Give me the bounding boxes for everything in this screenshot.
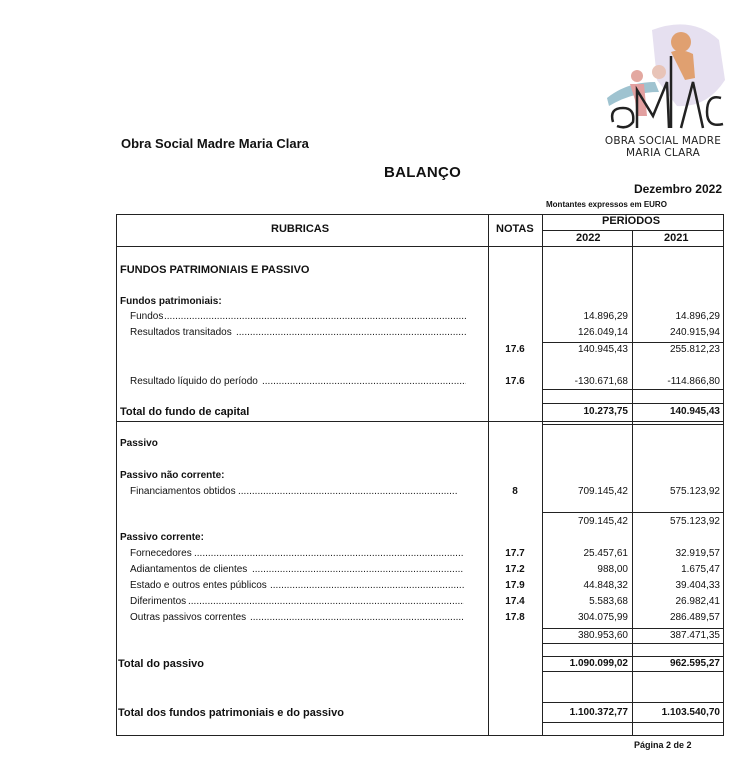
pc-heading: Passivo corrente:: [120, 532, 204, 543]
divider: [542, 214, 543, 736]
value-2021: 1.675,47: [681, 564, 720, 575]
note: 17.6: [505, 376, 525, 387]
divider: [488, 214, 489, 736]
value-2021: -114.866,80: [667, 376, 720, 387]
dot-leader: [270, 580, 464, 591]
divider: [542, 389, 724, 390]
page-number: Página 2 de 2: [634, 740, 692, 750]
dot-leader: [238, 486, 458, 497]
note: 17.2: [505, 564, 525, 575]
row-label: Resultados transitados: [130, 327, 232, 338]
section-title: FUNDOS PATRIMONIAIS E PASSIVO: [120, 264, 310, 276]
divider: [542, 628, 724, 629]
divider: [542, 403, 724, 404]
divider: [116, 421, 724, 422]
divider: [542, 702, 724, 703]
value-2022: 380.953,60: [577, 630, 628, 641]
value-2022: -130.671,68: [574, 376, 628, 387]
divider: [542, 671, 724, 672]
value-2021: 1.103.540,70: [661, 707, 720, 718]
fp-heading: Fundos patrimoniais:: [120, 296, 222, 307]
header-rubricas: RUBRICAS: [271, 223, 330, 235]
value-2021: 255.812,23: [669, 344, 720, 355]
row-label: Total do fundo de capital: [120, 406, 250, 418]
dot-leader: [236, 327, 466, 338]
row-label: Diferimentos: [130, 596, 187, 607]
divider: [542, 643, 724, 644]
note: 17.9: [505, 580, 525, 591]
logo-text: OBRA SOCIAL MADRE MARIA CLARA: [604, 135, 722, 159]
header-year-2022: 2022: [576, 232, 601, 244]
value-2021: 575.123,92: [669, 486, 720, 497]
dot-leader: [262, 376, 466, 387]
divider: [542, 722, 724, 723]
row-label: Resultado líquido do período: [130, 376, 258, 387]
value-2022: 126.049,14: [577, 327, 628, 338]
value-2021: 140.945,43: [669, 406, 720, 417]
divider: [116, 246, 724, 247]
pnc-heading: Passivo não corrente:: [120, 470, 225, 481]
value-2022: 1.090.099,02: [569, 658, 628, 669]
currency-note: Montantes expressos em EURO: [546, 200, 667, 209]
dot-leader: [250, 612, 464, 623]
organization-logo: [597, 20, 729, 160]
page-title: BALANÇO: [384, 164, 462, 181]
value-2022: 14.896,29: [583, 311, 628, 322]
divider: [542, 512, 724, 513]
value-2022: 1.100.372,77: [569, 707, 628, 718]
dot-leader: [194, 548, 464, 559]
row-label: Fundos: [130, 311, 164, 322]
period-date: Dezembro 2022: [633, 182, 722, 196]
header-year-2021: 2021: [664, 232, 689, 244]
value-2022: 709.145,42: [577, 516, 628, 527]
note: 17.8: [505, 612, 525, 623]
value-2021: 240.915,94: [669, 327, 720, 338]
value-2021: 26.982,41: [675, 596, 720, 607]
note: 17.6: [505, 344, 525, 355]
value-2021: 32.919,57: [675, 548, 720, 559]
value-2022: 25.457,61: [583, 548, 628, 559]
dot-leader: [188, 596, 464, 607]
row-label: Fornecedores: [130, 548, 192, 559]
divider: [632, 230, 633, 736]
divider: [542, 424, 724, 425]
row-label: Adiantamentos de clientes: [130, 564, 248, 575]
value-2022: 10.273,75: [583, 406, 628, 417]
row-label: Outras passivos correntes: [130, 612, 247, 623]
value-2021: 286.489,57: [669, 612, 720, 623]
note: 8: [512, 486, 518, 497]
value-2021: 387.471,35: [669, 630, 720, 641]
value-2021: 39.404,33: [675, 580, 720, 591]
value-2021: 14.896,29: [675, 311, 720, 322]
value-2022: 304.075,99: [577, 612, 628, 623]
dot-leader: [252, 564, 464, 575]
logo-figures-icon: [597, 20, 729, 135]
value-2022: 5.583,68: [589, 596, 628, 607]
note: 17.4: [505, 596, 525, 607]
note: 17.7: [505, 548, 525, 559]
row-label: Total do passivo: [118, 658, 204, 670]
row-label: Total dos fundos patrimoniais e do passivo: [118, 707, 344, 719]
value-2021: 962.595,27: [669, 658, 720, 669]
divider: [542, 656, 724, 657]
organization-name: Obra Social Madre Maria Clara: [121, 136, 309, 151]
header-notas: NOTAS: [496, 223, 534, 235]
value-2022: 988,00: [597, 564, 628, 575]
header-periodos: PERÍODOS: [602, 215, 661, 227]
divider: [542, 342, 724, 343]
value-2022: 709.145,42: [577, 486, 628, 497]
dot-leader: [164, 311, 466, 322]
value-2022: 140.945,43: [577, 344, 628, 355]
row-label: Financiamentos obtidos: [130, 486, 236, 497]
passivo-heading: Passivo: [120, 438, 158, 449]
row-label: Estado e outros entes públicos: [130, 580, 267, 591]
value-2022: 44.848,32: [583, 580, 628, 591]
value-2021: 575.123,92: [669, 516, 720, 527]
divider: [542, 230, 724, 231]
